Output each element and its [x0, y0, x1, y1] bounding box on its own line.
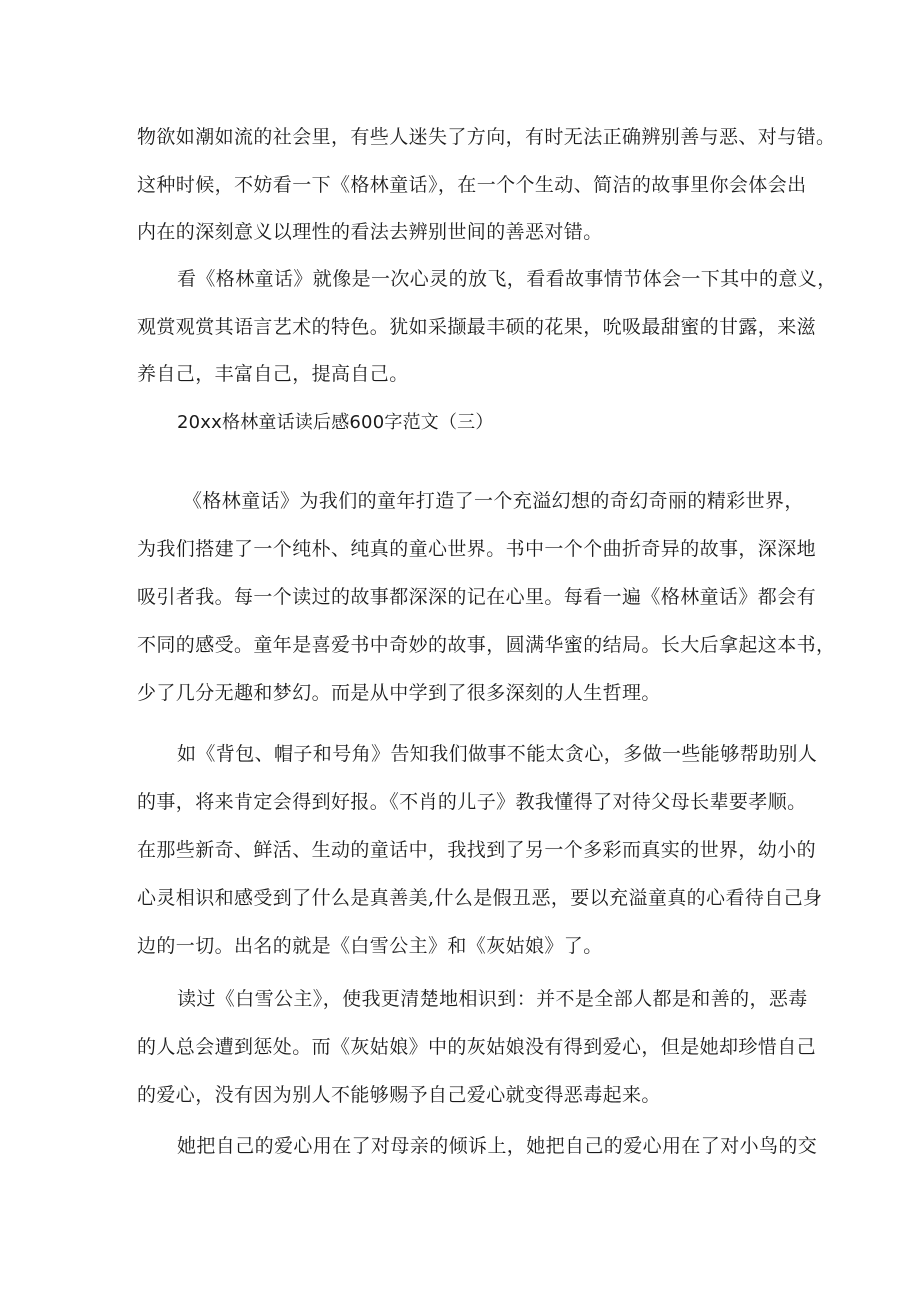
text-line: 养自己，丰富自己，提高自己。 [137, 363, 409, 385]
section-heading: 20xx格林童话读后感600字范文（三） [177, 412, 494, 433]
text-line: 不同的感受。童年是喜爱书中奇妙的故事，圆满华蜜的结局。长大后拿起这本书， [137, 634, 836, 656]
text-line: 为我们搭建了一个纯朴、纯真的童心世界。书中一个个曲折奇异的故事，深深地 [137, 538, 817, 560]
text-line: 边的一切。出名的就是《白雪公主》和《灰姑娘》了。 [137, 935, 603, 957]
text-line: 心灵相识和感受到了什么是真善美,什么是假丑恶，要以充溢童真的心看待自己身 [137, 887, 823, 909]
text-line: 这种时候，不妨看一下《格林童话》，在一个个生动、简洁的故事里你会体会出 [137, 174, 807, 196]
text-line: 的事，将来肯定会得到好报。《不肖的儿子》教我懂得了对待父母长辈要孝顺。 [137, 791, 807, 813]
text-line: 看《格林童话》就像是一次心灵的放飞，看看故事情节体会一下其中的意义， [177, 268, 837, 290]
text-line: 读过《白雪公主》，使我更清楚地相识到：并不是全部人都是和善的，恶毒 [177, 988, 808, 1010]
text-line: 少了几分无趣和梦幻。而是从中学到了很多深刻的人生哲理。 [137, 682, 661, 704]
text-line: 物欲如潮如流的社会里，有些人迷失了方向，有时无法正确辨别善与恶、对与错。 [137, 126, 836, 148]
text-line: 观赏观赏其语言艺术的特色。犹如采撷最丰硕的花果，吮吸最甜蜜的甘露，来滋 [137, 316, 817, 338]
text-line: 她把自己的爱心用在了对母亲的倾诉上，她把自己的爱心用在了对小鸟的交 [177, 1135, 818, 1157]
text-line: 的爱心，没有因为别人不能够赐予自己爱心就变得恶毒起来。 [137, 1084, 661, 1106]
text-line: 《格林童话》为我们的童年打造了一个充溢幻想的奇幻奇丽的精彩世界， [183, 490, 804, 512]
text-line: 吸引者我。每一个读过的故事都深深的记在心里。每看一遍《格林童话》都会有 [137, 586, 817, 608]
text-line: 在那些新奇、鲜活、生动的童话中，我找到了另一个多彩而真实的世界，幼小的 [137, 839, 817, 861]
text-line: 如《背包、帽子和号角》告知我们做事不能太贪心，多做一些能够帮助别人 [177, 743, 818, 765]
text-line: 内在的深刻意义以理性的看法去辨别世间的善恶对错。 [137, 221, 603, 243]
text-line: 的人总会遭到惩处。而《灰姑娘》中的灰姑娘没有得到爱心，但是她却珍惜自己 [137, 1036, 817, 1058]
